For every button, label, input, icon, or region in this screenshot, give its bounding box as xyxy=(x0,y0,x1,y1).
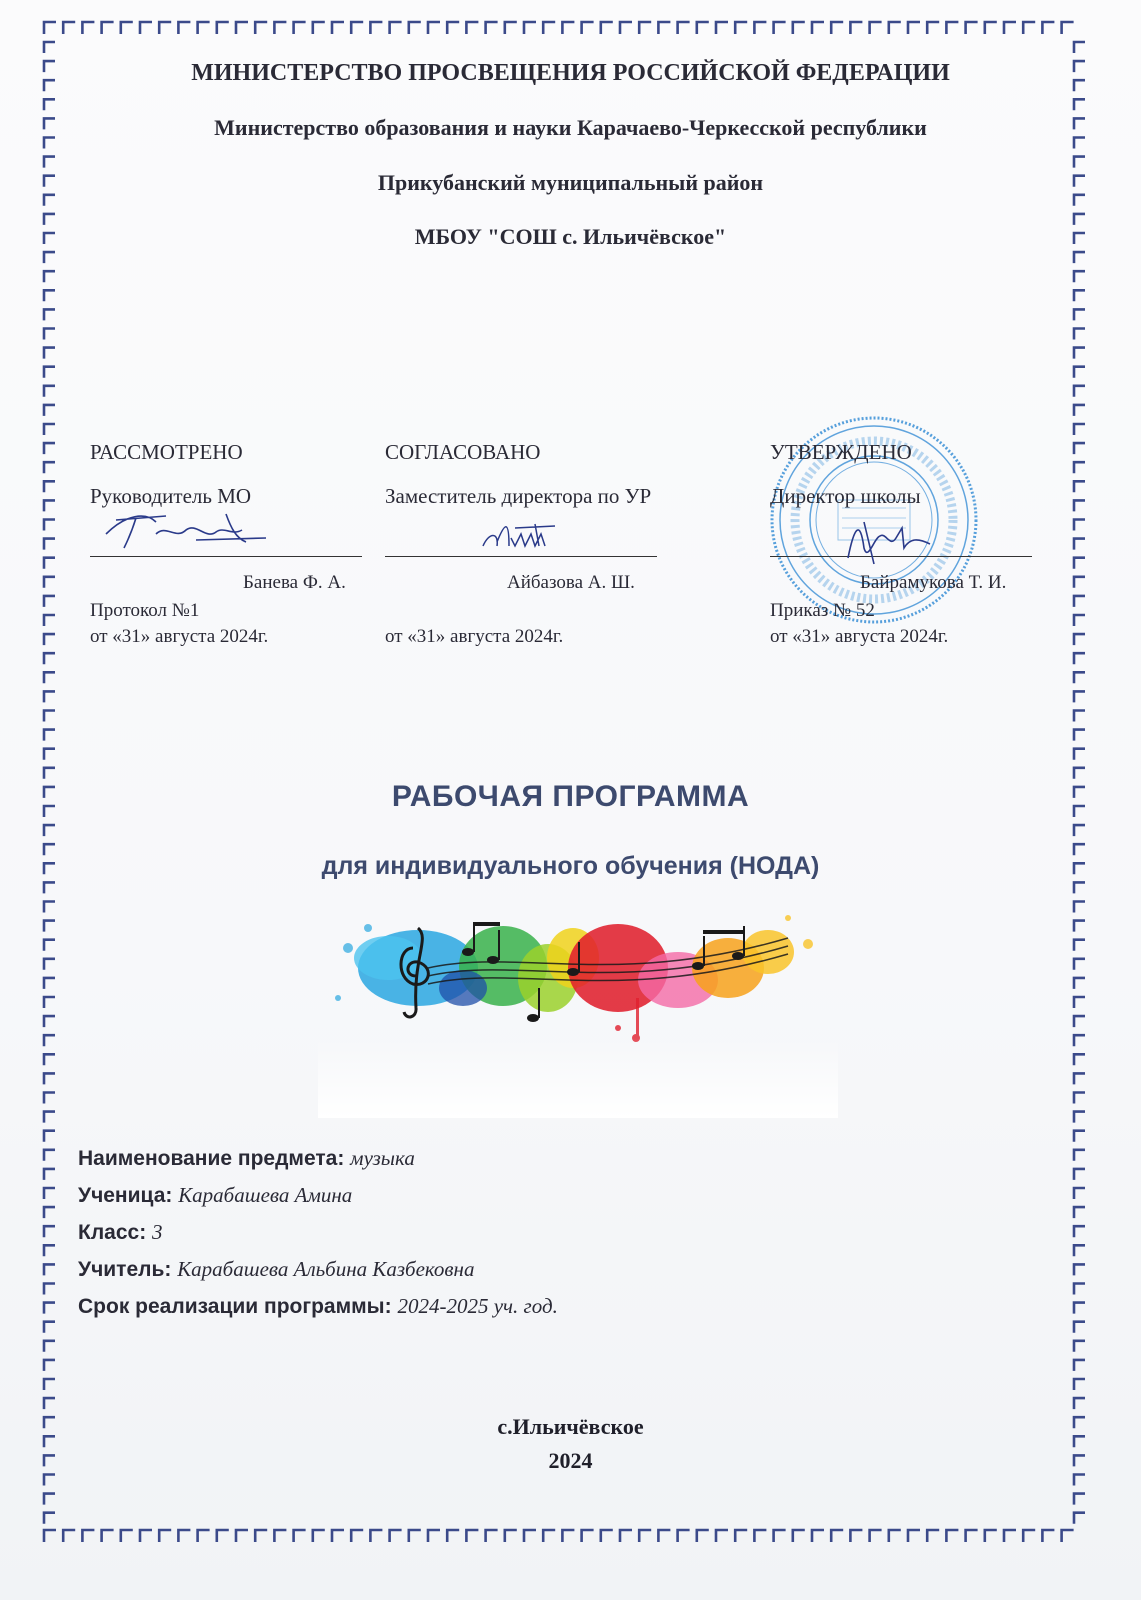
info-term xyxy=(78,1288,558,1325)
agreed-block xyxy=(385,438,685,647)
reviewed-label: РАССМОТРЕНО xyxy=(90,440,243,464)
signature-line xyxy=(90,556,362,557)
reviewed-name: Банева Ф. А. xyxy=(243,572,346,593)
approved-date: от «31» августа 2024г. xyxy=(770,626,949,647)
approved-name: Байрамукова Т. И. xyxy=(860,572,1007,593)
agreed-role: Заместитель директора по УР xyxy=(385,484,652,508)
regional-ministry: Министерство образования и науки Карачаево-Черкесской республики xyxy=(214,115,927,140)
agreed-name: Айбазова А. Ш. xyxy=(507,572,635,593)
term-label: Срок реализации программы: xyxy=(78,1295,392,1318)
student-value: Карабашева Амина xyxy=(178,1183,353,1207)
approved-block xyxy=(770,438,1070,647)
approved-order: Приказ № 52 xyxy=(770,600,875,621)
subject-value: музыка xyxy=(350,1146,415,1170)
approved-role: Директор школы xyxy=(770,484,921,508)
music-splash-image xyxy=(318,888,838,1118)
footer-year: 2024 xyxy=(548,1448,593,1473)
student-label: Ученица: xyxy=(78,1184,173,1207)
term-value: 2024-2025 уч. год. xyxy=(397,1294,558,1318)
school-name: МБОУ "СОШ с. Ильичёвское" xyxy=(414,224,727,249)
footer-place: с.Ильичёвское xyxy=(497,1414,644,1439)
class-label: Класс: xyxy=(78,1221,147,1244)
teacher-label: Учитель: xyxy=(78,1258,172,1281)
approved-label: УТВЕРЖДЕНО xyxy=(770,440,912,464)
reviewed-block xyxy=(90,438,390,647)
agreed-label: СОГЛАСОВАНО xyxy=(385,440,541,464)
info-teacher xyxy=(78,1251,558,1288)
document-title: РАБОЧАЯ ПРОГРАММА xyxy=(391,780,750,813)
reviewed-protocol: Протокол №1 xyxy=(90,600,200,621)
info-student xyxy=(78,1177,558,1214)
signature-bayramukova xyxy=(834,508,954,568)
info-class xyxy=(78,1214,558,1251)
district-name: Прикубанский муниципальный район xyxy=(377,170,764,195)
teacher-value: Карабашева Альбина Казбековна xyxy=(177,1257,475,1281)
signature-baneva xyxy=(96,504,276,554)
info-subject xyxy=(78,1140,558,1177)
reviewed-date: от «31» августа 2024г. xyxy=(90,626,269,647)
ministry-header: МИНИСТЕРСТВО ПРОСВЕЩЕНИЯ РОССИЙСКОЙ ФЕДЕРАЦИИ xyxy=(191,60,950,86)
subject-label: Наименование предмета: xyxy=(78,1147,345,1170)
reviewed-role: Руководитель МО xyxy=(90,484,252,508)
document-subtitle: для индивидуального обучения (НОДА) xyxy=(321,852,820,880)
class-value: 3 xyxy=(152,1220,163,1244)
agreed-date: от «31» августа 2024г. xyxy=(385,626,564,647)
signature-aybazova xyxy=(475,512,575,556)
program-info xyxy=(78,1140,558,1325)
signature-line xyxy=(385,556,657,557)
